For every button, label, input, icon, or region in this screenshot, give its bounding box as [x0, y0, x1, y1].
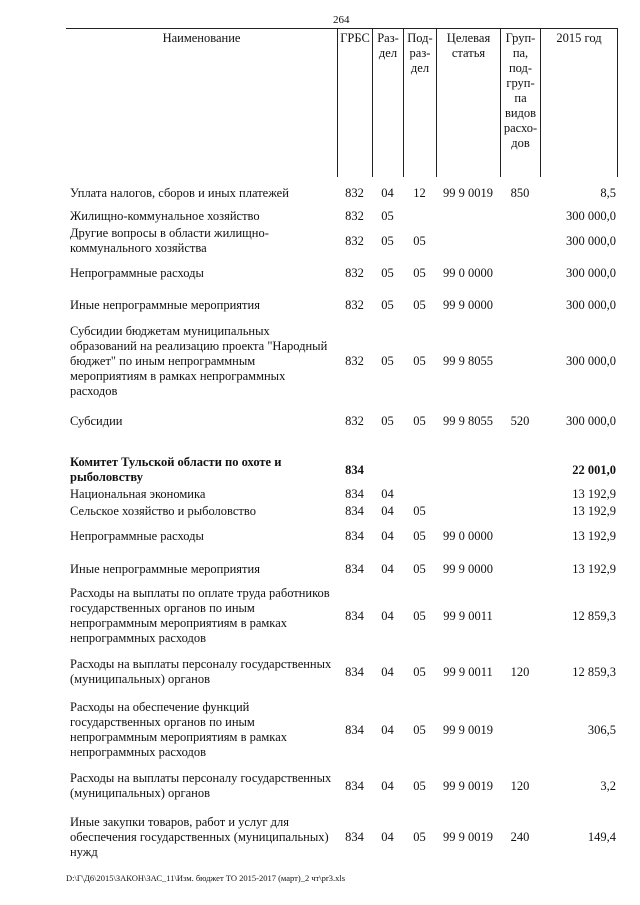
header-razdel: Раз- дел: [372, 29, 403, 177]
cell-podr: 05: [413, 266, 426, 280]
row-name: Иные непрограммные мероприятия: [70, 298, 260, 312]
cell-sum: 3,2: [600, 779, 616, 793]
page-number: 264: [333, 14, 350, 26]
row-name: Непрограммные расходы: [70, 266, 204, 280]
cell-razd: 05: [381, 298, 394, 312]
cell-podr: 05: [413, 665, 426, 679]
cell-podr: 05: [413, 562, 426, 576]
row-name: Расходы на обеспечение функций государственных органов по иным непрограммным мероприятиям в рамках непрограммных расходов: [70, 700, 287, 759]
cell-grbs: 832: [345, 266, 364, 280]
cell-sum: 300 000,0: [566, 209, 616, 223]
table-row: [66, 700, 618, 760]
cell-sum: 300 000,0: [566, 234, 616, 248]
cell-sum: 13 192,9: [572, 504, 616, 518]
table-row: [66, 562, 618, 577]
cell-razd: 04: [381, 723, 394, 737]
row-name: Расходы на выплаты по оплате труда работников государственных органов по иным непрограммным мероприятиям в рамках непрограммных расходов: [70, 586, 330, 645]
cell-sum: 306,5: [587, 723, 616, 737]
table-row: [66, 324, 618, 399]
cell-cel: 99 9 0000: [443, 298, 493, 312]
cell-grbs: 832: [345, 186, 364, 200]
cell-grbs: 832: [345, 209, 364, 223]
table-row: [66, 487, 618, 502]
cell-razd: 04: [381, 186, 394, 200]
cell-razd: 04: [381, 562, 394, 576]
file-path-footer: D:\Г\Д6\2015\ЗАКОН\ЗАС_11\Изм. бюджет ТО 2015-2017 (март)_2 чт\pr3.xls: [66, 873, 346, 883]
cell-podr: 05: [413, 354, 426, 368]
cell-sum: 300 000,0: [566, 414, 616, 428]
row-name: Другие вопросы в области жилищно-коммунального хозяйства: [70, 226, 269, 255]
cell-grbs: 834: [345, 779, 364, 793]
cell-podr: 05: [413, 609, 426, 623]
cell-grbs: 834: [345, 504, 364, 518]
cell-sum: 300 000,0: [566, 354, 616, 368]
cell-cel: 99 9 0019: [443, 779, 493, 793]
cell-podr: 05: [413, 504, 426, 518]
cell-razd: 04: [381, 529, 394, 543]
table-row: [66, 455, 618, 485]
row-name: Субсидии бюджетам муниципальных образований на реализацию проекта "Народный бюджет" по иным непрограммным мероприятиям в рамках непрограммных расходов: [70, 324, 328, 398]
cell-cel: 99 9 8055: [443, 354, 493, 368]
cell-podr: 05: [413, 298, 426, 312]
cell-razd: 04: [381, 830, 394, 844]
row-name: Сельское хозяйство и рыболовство: [70, 504, 256, 518]
cell-podr: 05: [413, 779, 426, 793]
cell-cel: 99 9 0011: [443, 665, 493, 679]
table-row: [66, 298, 618, 313]
cell-grbs: 832: [345, 414, 364, 428]
cell-podr: 05: [413, 830, 426, 844]
cell-razd: 04: [381, 609, 394, 623]
table-row: [66, 504, 618, 519]
table-row: [66, 771, 618, 801]
cell-razd: 05: [381, 234, 394, 248]
cell-grbs: 832: [345, 298, 364, 312]
cell-podr: 05: [413, 529, 426, 543]
cell-sum: 13 192,9: [572, 487, 616, 501]
table-row: [66, 586, 618, 646]
cell-razd: 05: [381, 266, 394, 280]
cell-sum: 13 192,9: [572, 562, 616, 576]
cell-cel: 99 9 0019: [443, 830, 493, 844]
cell-grbs: 834: [345, 562, 364, 576]
cell-grp: 120: [510, 779, 530, 793]
table-row: [66, 815, 618, 860]
cell-grp: 120: [510, 665, 530, 679]
row-name: Расходы на выплаты персоналу государственных (муниципальных) органов: [70, 657, 332, 686]
cell-podr: 12: [413, 186, 426, 200]
cell-grbs: 834: [345, 529, 364, 543]
row-name: Расходы на выплаты персоналу государственных (муниципальных) органов: [70, 771, 332, 800]
cell-grbs: 834: [345, 463, 364, 477]
row-name: Жилищно-коммунальное хозяйство: [70, 209, 260, 223]
table-row: [66, 186, 618, 201]
cell-cel: 99 9 0019: [443, 723, 493, 737]
cell-razd: 05: [381, 209, 394, 223]
row-name: Уплата налогов, сборов и иных платежей: [70, 186, 289, 200]
table-row: [66, 226, 618, 256]
cell-razd: 04: [381, 779, 394, 793]
cell-cel: 99 0 0000: [443, 529, 493, 543]
cell-razd: 05: [381, 354, 394, 368]
cell-sum: 300 000,0: [566, 298, 616, 312]
row-name: Национальная экономика: [70, 487, 206, 501]
cell-grp: 850: [510, 186, 530, 200]
table-row: [66, 657, 618, 687]
table-row: [66, 266, 618, 281]
cell-sum: 13 192,9: [572, 529, 616, 543]
table-row: [66, 529, 618, 544]
cell-podr: 05: [413, 723, 426, 737]
cell-cel: 99 9 0011: [443, 609, 493, 623]
cell-sum: 12 859,3: [572, 609, 616, 623]
cell-cel: 99 9 8055: [443, 414, 493, 428]
header-year: 2015 год: [540, 29, 618, 177]
header-gruppa: Груп- па, под- груп- па видов расхо- дов: [500, 29, 540, 177]
cell-podr: 05: [413, 234, 426, 248]
cell-cel: 99 9 0019: [443, 186, 493, 200]
cell-grbs: 834: [345, 609, 364, 623]
cell-grbs: 834: [345, 665, 364, 679]
cell-podr: 05: [413, 414, 426, 428]
table-header: [66, 28, 618, 177]
header-celevaya: Целевая статья: [436, 29, 500, 177]
cell-razd: 04: [381, 487, 394, 501]
cell-grbs: 834: [345, 723, 364, 737]
cell-cel: 99 9 0000: [443, 562, 493, 576]
table-row: [66, 414, 618, 429]
cell-grp: 240: [510, 830, 530, 844]
cell-grbs: 834: [345, 830, 364, 844]
cell-sum: 8,5: [600, 186, 616, 200]
cell-grp: 520: [510, 414, 530, 428]
cell-cel: 99 0 0000: [443, 266, 493, 280]
row-name: Комитет Тульской области по охоте и рыболовству: [70, 455, 282, 484]
row-name: Иные непрограммные мероприятия: [70, 562, 260, 576]
header-name-text: Наименование: [162, 31, 241, 45]
row-name: Иные закупки товаров, работ и услуг для обеспечения государственных (муниципальных) нужд: [70, 815, 329, 859]
header-grbs-text: ГРБС: [340, 31, 370, 45]
cell-sum: 300 000,0: [566, 266, 616, 280]
row-name: Непрограммные расходы: [70, 529, 204, 543]
cell-sum: 22 001,0: [572, 463, 616, 477]
cell-grbs: 832: [345, 354, 364, 368]
cell-grbs: 832: [345, 234, 364, 248]
table-row: [66, 209, 618, 224]
cell-razd: 04: [381, 665, 394, 679]
header-name: [66, 29, 337, 177]
cell-grbs: 834: [345, 487, 364, 501]
header-podrazdel: Под- раз- дел: [403, 29, 436, 177]
cell-razd: 04: [381, 504, 394, 518]
row-name: Субсидии: [70, 414, 123, 428]
cell-razd: 05: [381, 414, 394, 428]
cell-sum: 149,4: [587, 830, 616, 844]
header-grbs: [337, 29, 372, 177]
cell-sum: 12 859,3: [572, 665, 616, 679]
